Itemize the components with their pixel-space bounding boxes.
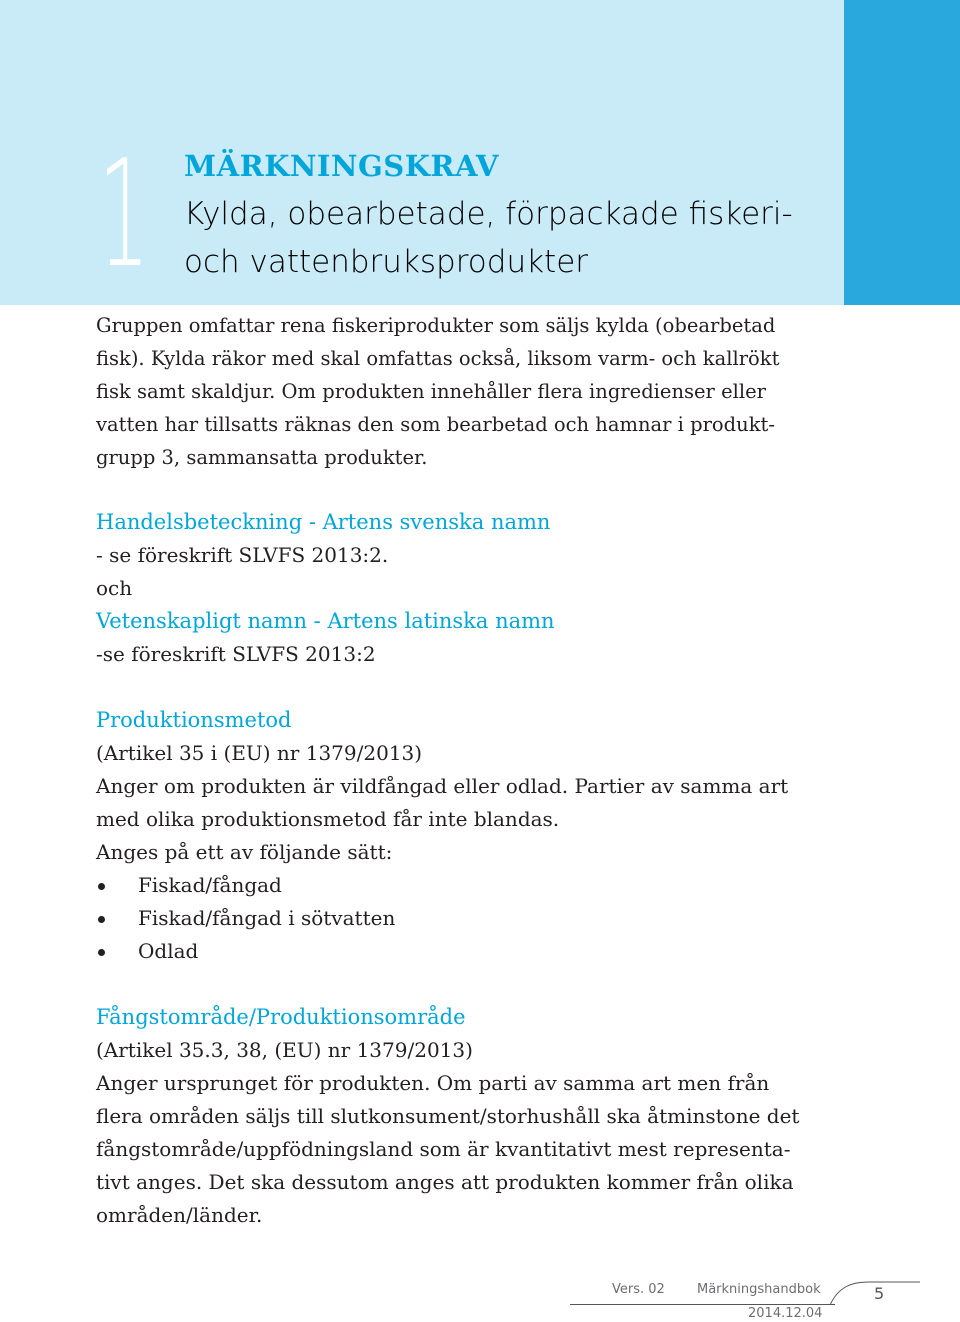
section-production-method xyxy=(96,704,826,968)
section-catch-area xyxy=(96,1001,826,1232)
section-heading: Produktionsmetod xyxy=(96,708,292,732)
section-heading: Fångstområde/Produktionsområde xyxy=(96,1005,466,1029)
text-line: -se föreskrift SLVFS 2013:2 xyxy=(96,642,376,666)
chapter-subtitle-line: och vattenbruksprodukter xyxy=(184,244,589,280)
text-line: fisk). Kylda räkor med skal omfattas också, liksom varm- och kallrökt xyxy=(96,347,780,370)
text-line: områden/länder. xyxy=(96,1203,263,1227)
list-item: Odlad xyxy=(96,935,826,968)
chapter-number: 1 xyxy=(98,128,150,300)
text-line: vatten har tillsatts räknas den som bearbetad och hamnar i produkt- xyxy=(96,413,775,436)
article-reference: (Artikel 35 i (EU) nr 1379/2013) xyxy=(96,741,423,765)
section-heading: Vetenskapligt namn - Artens latinska namn xyxy=(96,609,555,633)
list-item: Fiskad/fångad i sötvatten xyxy=(96,902,826,935)
text-line: Anger om produkten är vildfångad eller odlad. Partier av samma art xyxy=(96,774,789,798)
article-reference: (Artikel 35.3, 38, (EU) nr 1379/2013) xyxy=(96,1038,473,1062)
chapter-subtitle xyxy=(184,190,793,286)
footer-document-name: Märkningshandbok xyxy=(697,1282,821,1297)
page-content xyxy=(96,309,826,1232)
footer-version: Vers. 02 xyxy=(612,1282,665,1297)
text-line: Anges på ett av följande sätt: xyxy=(96,840,393,864)
text-line: med olika produktionsmetod får inte blandas. xyxy=(96,807,560,831)
footer-divider xyxy=(570,1304,835,1305)
page-footer xyxy=(0,1260,960,1322)
section-heading: Handelsbeteckning - Artens svenska namn xyxy=(96,510,551,534)
section-trade-name xyxy=(96,506,826,671)
text-line: Anger ursprunget för produkten. Om parti av samma art men från xyxy=(96,1071,770,1095)
list-item: Fiskad/fångad xyxy=(96,869,826,902)
text-line: fångstområde/uppfödningsland som är kvantitativt mest representa- xyxy=(96,1137,791,1161)
production-method-list xyxy=(96,869,826,968)
chapter-side-tab xyxy=(844,0,960,305)
text-line: tivt anges. Det ska dessutom anges att produkten kommer från olika xyxy=(96,1170,794,1194)
intro-paragraph xyxy=(96,309,826,474)
text-line: och xyxy=(96,576,133,600)
page-number: 5 xyxy=(874,1284,885,1303)
text-line: Gruppen omfattar rena fiskeriprodukter som säljs kylda (obearbetad xyxy=(96,314,776,337)
text-line: - se föreskrift SLVFS 2013:2. xyxy=(96,543,389,567)
text-line: fisk samt skaldjur. Om produkten innehåller flera ingredienser eller xyxy=(96,380,766,403)
text-line: flera områden säljs till slutkonsument/storhushåll ska åtminstone det xyxy=(96,1104,800,1128)
footer-date: 2014.12.04 xyxy=(748,1306,823,1321)
chapter-header xyxy=(184,148,793,286)
chapter-title: MÄRKNINGSKRAV xyxy=(184,149,499,183)
chapter-subtitle-line: Kylda, obearbetade, förpackade fiskeri- xyxy=(184,196,793,232)
text-line: grupp 3, sammansatta produkter. xyxy=(96,446,428,469)
